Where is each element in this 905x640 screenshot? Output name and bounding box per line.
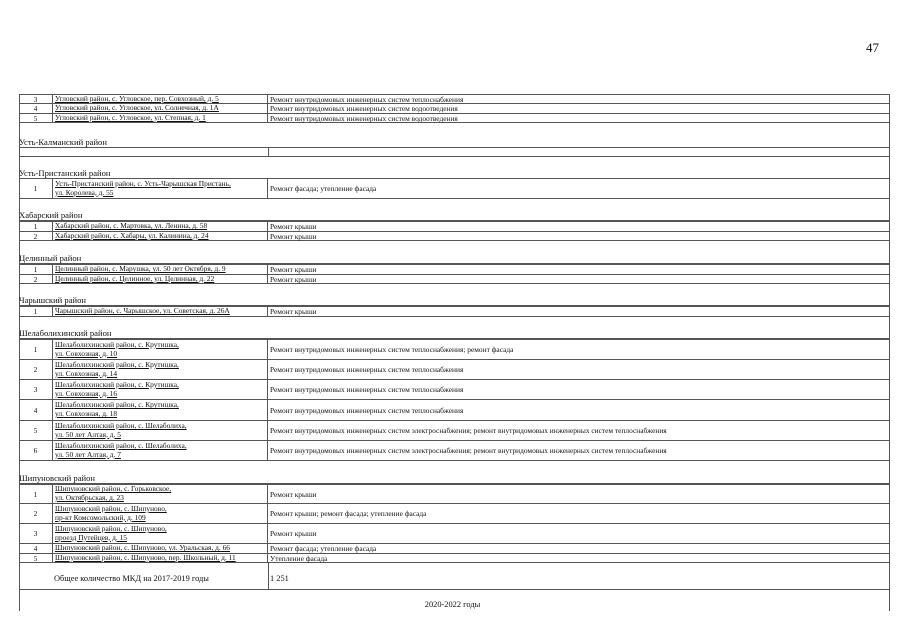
row-work: Ремонт крыши [270,231,317,241]
row-address: Шелаболихинский район, с. Шелаболиха, ул. 50 лет Алтая, д. 5 [53,421,268,440]
row-address: Усть-Пристанский район, с. Усть-Чарышская Пристань, ул. Королева, д. 55 [53,179,268,198]
row-work: Ремонт внутридомовых инженерных систем теплоснабжения [270,94,464,104]
row-number: 1 [19,485,53,503]
table-row [19,420,890,440]
row-number: 1 [19,340,53,359]
row-number: 2 [19,275,53,283]
row-number: 1 [19,265,53,274]
district-heading: Целинный район [19,253,890,264]
table-row [19,503,890,523]
district-heading: Хабарский район [19,210,890,221]
row-address: Шипуновский район, с. Шипуново, пр-кт Комсомольский, д. 109 [53,504,268,523]
row-address: Шелаболихинский район, с. Крутишка, ул. Совхозная, д. 16 [53,380,268,399]
row-number: 3 [19,524,53,543]
row-work: Утепление фасада [270,553,328,563]
row-address: Шелаболихинский район, с. Крутишка, ул. Совхозная, д. 18 [53,400,268,420]
table-row [19,274,890,284]
row-number: 3 [19,380,53,399]
row-number: 1 [19,307,53,316]
row-work: Ремонт внутридомовых инженерных систем теплоснабжения [270,405,464,415]
total-label: Общее количество МКД на 2017-2019 годы [54,574,209,583]
district-heading: Усть-Калманский район [19,137,890,148]
row-address: Хабарский район, с. Хабары, ул. Калинина, д. 24 [53,232,268,240]
divider [19,589,890,590]
district-heading: Усть-Пристанский район [19,168,890,179]
row-work: Ремонт крыши; ремонт фасада; утепление фасада [270,509,427,518]
table-row [19,94,890,103]
empty-row [19,148,890,157]
row-address: Шипуновский район, с. Шипуново, пер. Школьный, д. 11 [53,554,268,562]
row-number: 1 [19,179,53,198]
table-row [19,543,890,553]
district-heading: Шелаболихинский район [19,328,890,339]
row-work: Ремонт крыши [270,307,317,316]
table-row [19,178,890,199]
table-row [19,113,890,123]
row-work: Ремонт внутридомовых инженерных систем электроснабжения; ремонт внутридомовых инженерных систем теплоснабжения [270,426,667,435]
row-work: Ремонт крыши [270,265,317,274]
table-row [19,399,890,420]
row-work: Ремонт крыши [270,489,317,499]
table-row [19,221,890,231]
row-work: Ремонт фасада; утепление фасада [270,544,377,553]
row-work: Ремонт крыши [270,529,317,538]
row-number: 3 [19,95,53,103]
table-row [19,231,890,241]
row-work: Ремонт внутридомовых инженерных систем водоотведения [270,104,458,113]
row-address: Шипуновский район, с. Шипуново, ул. Уральская, д. 66 [53,544,268,553]
row-address: Целинный район, с. Целинное, ул. Целинная, д. 22 [53,275,268,283]
table-row [19,103,890,113]
row-address: Целинный район, с. Марушка, ул. 50 лет Октября, д. 9 [53,265,268,274]
district-heading: Шипуновский район [19,473,890,484]
district-heading: Чарышский район [19,295,890,306]
table-row [19,359,890,379]
row-address: Угловский район, с. Угловское, ул. Степная, д. 1 [53,114,268,122]
table-row [19,264,890,274]
table-row [19,484,890,503]
row-address: Шелаболихинский район, с. Шелаболиха, ул. 50 лет Алтая, д. 7 [53,441,268,460]
row-work: Ремонт фасада; утепление фасада [270,184,377,193]
row-number: 5 [19,421,53,440]
row-number: 1 [19,222,53,231]
row-number: 2 [19,360,53,379]
row-number: 5 [19,554,53,562]
row-address: Шелаболихинский район, с. Крутишка, ул. Совхозная, д. 14 [53,360,268,379]
row-work: Ремонт внутридомовых инженерных систем теплоснабжения [270,385,464,394]
row-number: 2 [19,504,53,523]
row-work: Ремонт внутридомовых инженерных систем теплоснабжения; ремонт фасада [270,345,514,354]
table-row [19,553,890,563]
row-address: Угловский район, с. Угловское, ул. Солнечная, д. 1А [53,104,268,113]
row-number: 2 [19,232,53,240]
row-address: Хабарский район, с. Мартовка, ул. Ленина, д. 58 [53,222,268,231]
row-address: Угловский район, с. Угловское, пер. Совхозный, д. 5 [53,95,268,103]
row-work: Ремонт внутридомовых инженерных систем электроснабжения; ремонт внутридомовых инженерных систем теплоснабжения [270,446,667,455]
row-work: Ремонт крыши [270,274,317,284]
row-work: Ремонт крыши [270,222,317,231]
row-number: 4 [19,400,53,420]
page-number: 47 [866,40,879,55]
total-row [19,563,890,589]
row-work: Ремонт внутридомовых инженерных систем водоотведения [270,113,458,123]
total-value: 1 251 [270,574,289,583]
table-row [19,523,890,543]
row-number: 4 [19,544,53,553]
table-row [19,440,890,461]
table-row [19,339,890,359]
table-row [19,306,890,317]
row-address: Шелаболихинский район, с. Крутишка, ул. Совхозная, д. 10 [53,340,268,359]
row-work: Ремонт внутридомовых инженерных систем теплоснабжения [270,365,464,374]
next-period-heading: 2020-2022 годы [424,600,481,609]
row-address: Шипуновский район, с. Шипуново, проезд Путейцев, д. 15 [53,524,268,543]
row-number: 4 [19,104,53,113]
row-number: 6 [19,441,53,460]
row-address: Чарышский район, с. Чарышское, ул. Советская, д. 26А [53,307,268,316]
row-number: 5 [19,114,53,122]
table-row [19,379,890,399]
row-address: Шипуновский район, с. Горьковское, ул. Октябрьская, д. 23 [53,485,268,503]
